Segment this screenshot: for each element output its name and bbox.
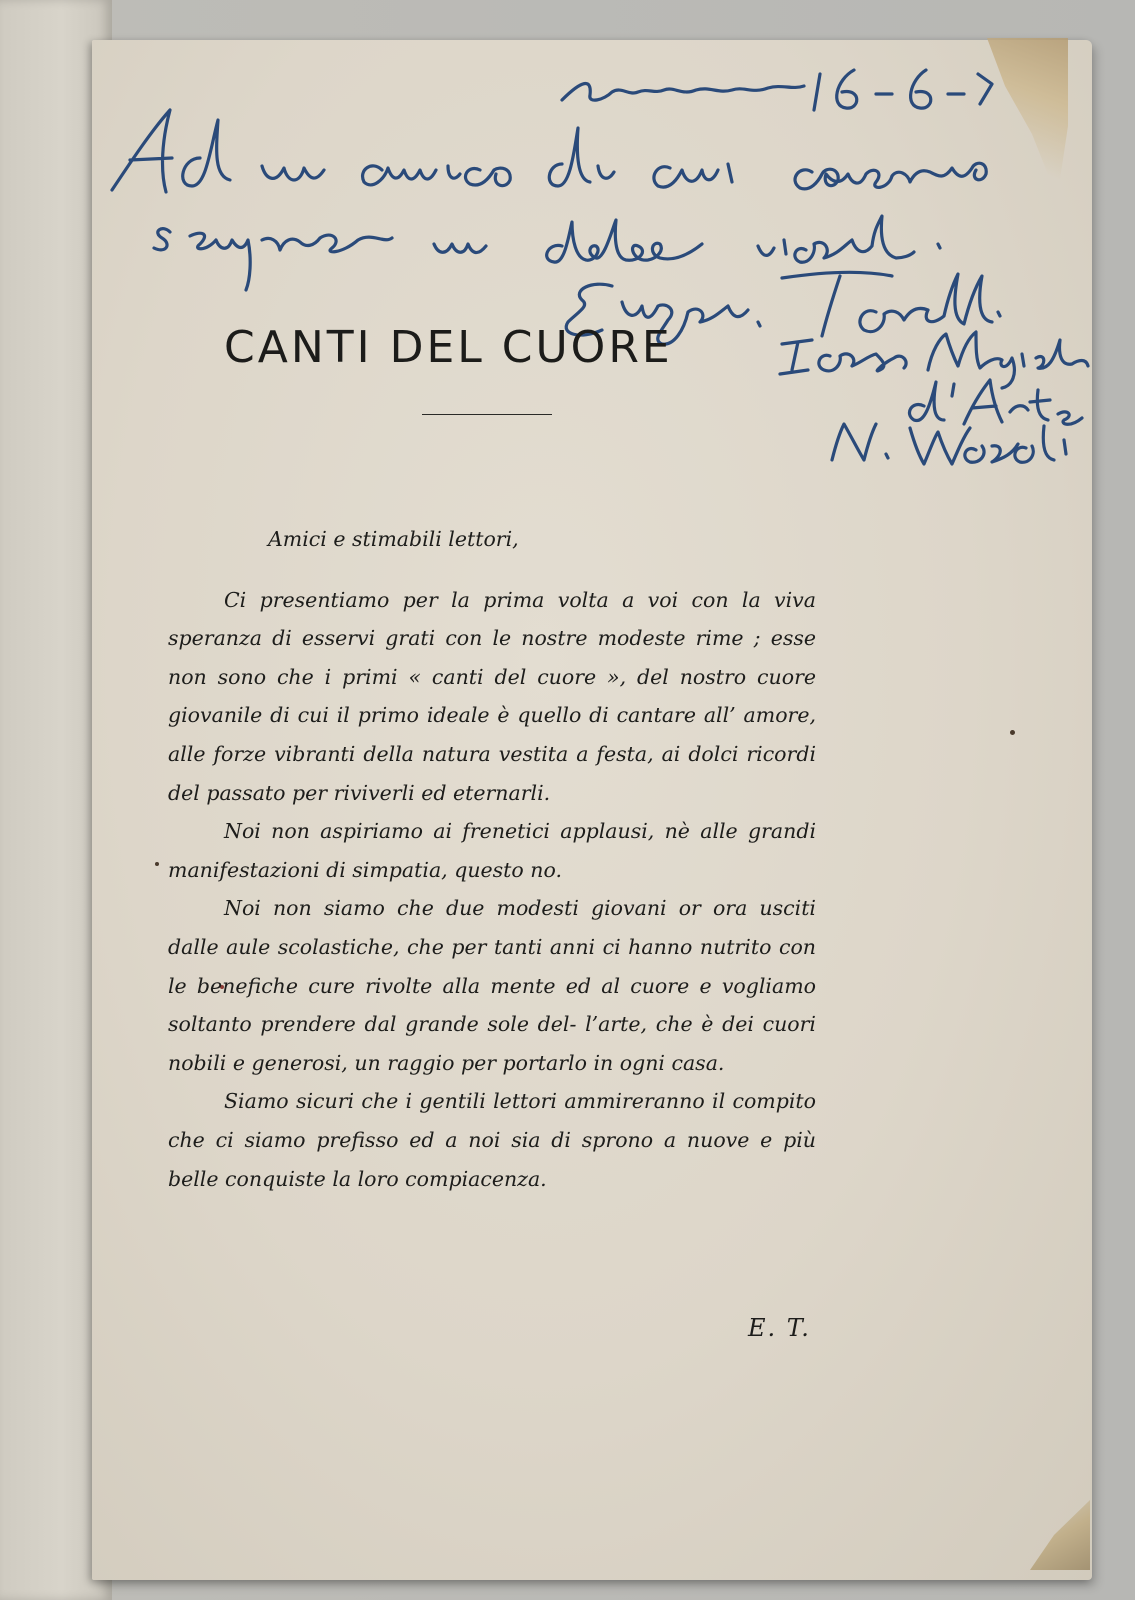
- preface-signature: E. T.: [748, 1314, 811, 1342]
- preface-paragraph: Siamo sicuri che i gentili lettori ammireranno il compito che ci siamo prefisso ed a noi sia di sprono a nuove e più belle conquiste la loro compiacenza.: [168, 1089, 816, 1191]
- ink-speck: [155, 862, 159, 866]
- preface: [168, 520, 816, 1198]
- book-title: CANTI DEL CUORE: [224, 322, 673, 373]
- preface-paragraph: Noi non aspiriamo ai frenetici applausi, nè alle grandi manifestazioni di simpatia, questo no.: [168, 819, 816, 882]
- title-divider: [422, 414, 552, 415]
- preface-paragraph: Noi non siamo che due modesti giovani or ora usciti dalle aule scolastiche, che per tanti anni ci hanno nutrito con le benefiche cure rivolte alla mente ed al cuore e vogliamo soltanto prendere dal grande sole del- l’arte, che è dei cuori nobili e generosi, un raggio per portarlo in ogni casa.: [168, 896, 816, 1075]
- preface-paragraph: Ci presentiamo per la prima volta a voi con la viva speranza di esservi grati con le nostre modeste rime ; esse non sono che i primi « canti del cuore », del nostro cuore giovanile di cui il primo ideale è quello di cantare all’ amore, alle forze vibranti della natura vestita a festa, ai dolci ricordi del passato per riviverli ed eternarli.: [168, 587, 816, 805]
- preface-salutation: Amici e stimabili lettori,: [268, 527, 519, 551]
- handwritten-dedication: [92, 40, 1092, 470]
- ink-speck: [1010, 730, 1015, 735]
